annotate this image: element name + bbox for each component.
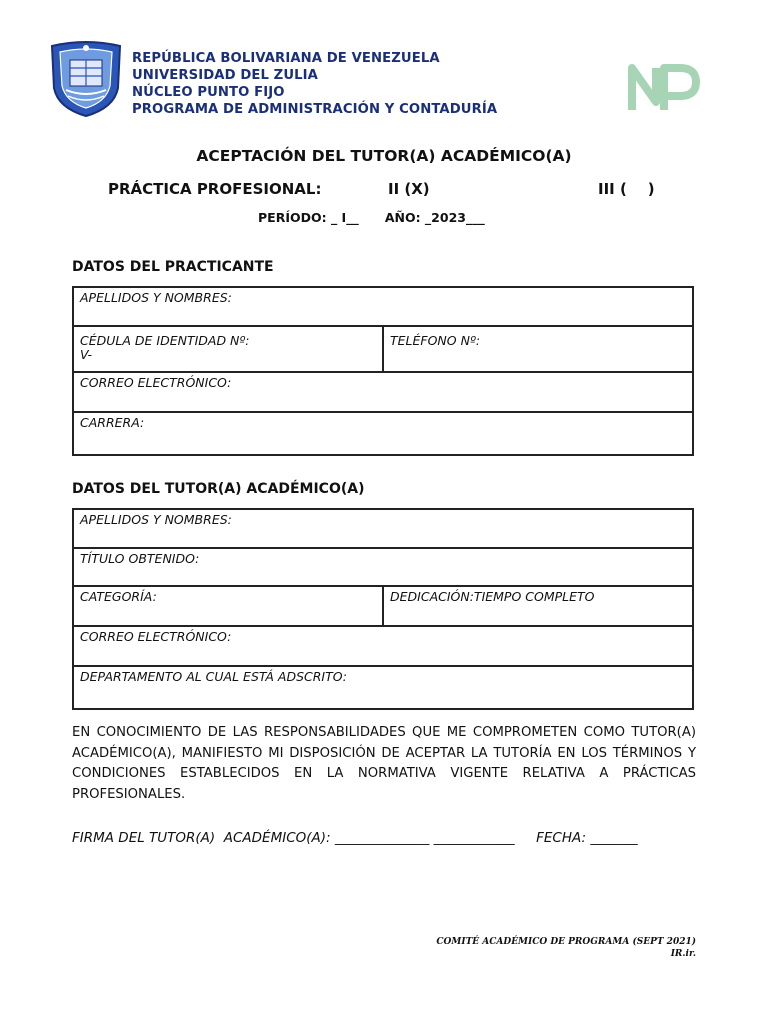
tutor-table: [72, 508, 694, 710]
tutor-dedicacion-label: DEDICACIÓN:TIEMPO COMPLETO: [390, 589, 595, 604]
institution-header: [132, 50, 497, 118]
practica-option-iii: III ( ): [598, 180, 655, 198]
declaration-paragraph: EN CONOCIMIENTO DE LAS RESPONSABILIDADES QUE ME COMPROMETEN COMO TUTOR(A) ACADÉMICO(A), MANIFIESTO MI DISPOSICIÓN DE ACEPTAR LA TUTORÍA EN LOS TÉRMINOS Y CONDICIONES ESTABLECIDOS EN LA NORMATIVA VIGENTE RELATIVA A PRÁCTICAS PROFESIONALES.: [72, 725, 696, 802]
practicante-carrera-row[interactable]: [74, 413, 692, 454]
header-line-nucleo: NÚCLEO PUNTO FIJO: [132, 85, 285, 100]
practicante-correo-row[interactable]: [74, 373, 692, 413]
tutor-titulo-row[interactable]: [74, 549, 692, 587]
tutor-categoria-cell[interactable]: [74, 587, 384, 625]
tutor-titulo-label: TÍTULO OBTENIDO:: [80, 551, 200, 566]
practica-label: PRÁCTICA PROFESIONAL:: [108, 180, 322, 198]
header-line-republic: REPÚBLICA BOLIVARIANA DE VENEZUELA: [132, 51, 440, 66]
footer-note: [436, 936, 696, 960]
tutor-heading: DATOS DEL TUTOR(A) ACADÉMICO(A): [72, 481, 365, 497]
tutor-apellidos-row[interactable]: [74, 510, 692, 549]
practicante-heading: DATOS DEL PRACTICANTE: [72, 259, 274, 275]
practica-option-ii: II (X): [388, 180, 430, 198]
header-line-university: UNIVERSIDAD DEL ZULIA: [132, 68, 318, 83]
practicante-cedula-row: [74, 327, 692, 373]
practicante-cedula-label: CÉDULA DE IDENTIDAD Nº:: [80, 333, 250, 348]
practicante-telefono-cell[interactable]: [384, 327, 692, 371]
university-seal-icon: [48, 40, 124, 118]
tutor-correo-label: CORREO ELECTRÓNICO:: [80, 629, 232, 644]
document-title: ACEPTACIÓN DEL TUTOR(A) ACADÉMICO(A): [196, 147, 572, 165]
footer-line-initials: IR.ir.: [670, 949, 696, 959]
practicante-cedula-cell[interactable]: [74, 327, 384, 371]
practicante-carrera-label: CARRERA:: [80, 415, 145, 430]
tutor-departamento-label: DEPARTAMENTO AL CUAL ESTÁ ADSCRITO:: [80, 669, 348, 684]
periodo-line: PERÍODO: _ I__ AÑO: _2023___: [258, 210, 485, 225]
practicante-apellidos-row[interactable]: [74, 288, 692, 327]
tutor-apellidos-label: APELLIDOS Y NOMBRES:: [80, 512, 232, 527]
signature-line[interactable]: FIRMA DEL TUTOR(A) ACADÉMICO(A): ______________ ____________ FECHA: _______: [72, 830, 638, 846]
header-line-program: PROGRAMA DE ADMINISTRACIÓN Y CONTADURÍA: [132, 102, 498, 117]
np-logo-icon: [628, 62, 700, 114]
practicante-table: [72, 286, 694, 456]
practicante-telefono-label: TELÉFONO Nº:: [390, 333, 481, 348]
practicante-cedula-value: V-: [80, 347, 92, 362]
tutor-correo-row[interactable]: [74, 627, 692, 667]
tutor-categoria-label: CATEGORÍA:: [80, 589, 157, 604]
tutor-departamento-row[interactable]: [74, 667, 692, 708]
tutor-categoria-row: [74, 587, 692, 627]
practicante-apellidos-label: APELLIDOS Y NOMBRES:: [80, 290, 232, 305]
tutor-dedicacion-cell[interactable]: [384, 587, 692, 625]
practicante-correo-label: CORREO ELECTRÓNICO:: [80, 375, 232, 390]
footer-line-committee: COMITÉ ACADÉMICO DE PROGRAMA (SEPT 2021): [436, 937, 696, 947]
